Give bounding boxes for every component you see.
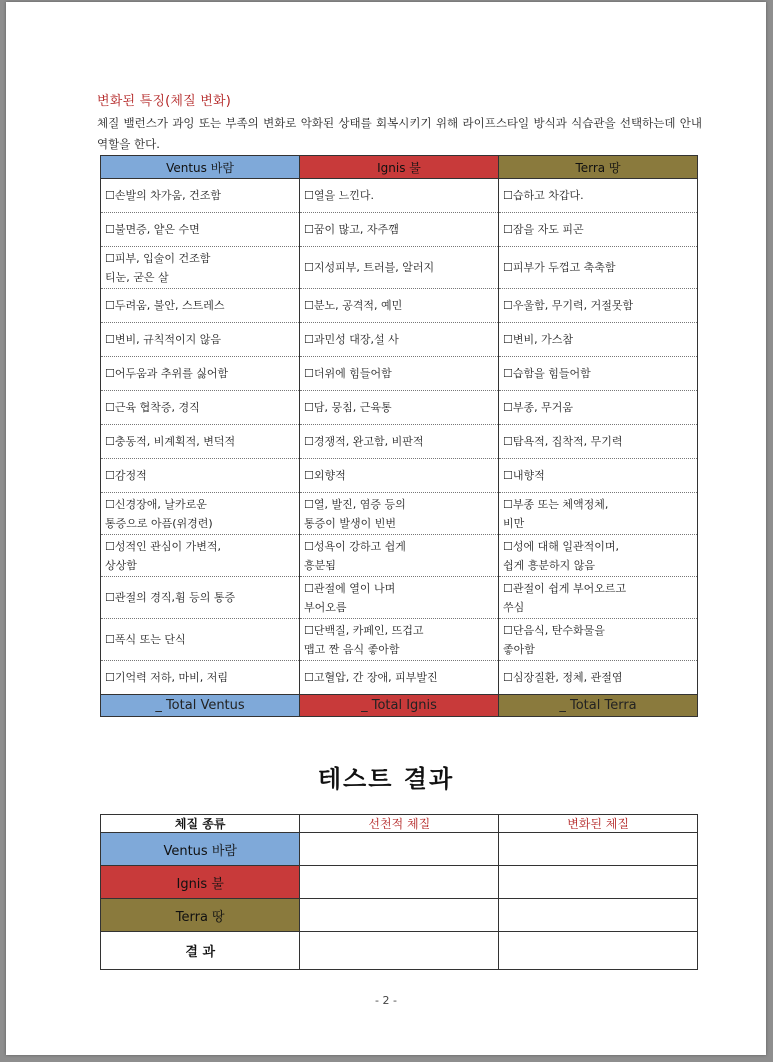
- checklist-row: [101, 391, 698, 425]
- checklist-item-terra[interactable]: ☐부종 또는 체액정체, 비만: [499, 493, 698, 535]
- result-cell-innate[interactable]: [300, 932, 499, 970]
- checklist-item-ventus[interactable]: ☐감정적: [101, 459, 300, 493]
- checklist-item-ventus[interactable]: ☐근육 협착증, 경직: [101, 391, 300, 425]
- checklist-row: [101, 323, 698, 357]
- checklist-item-ignis[interactable]: ☐꿈이 많고, 자주깸: [300, 213, 499, 247]
- result-cell-innate[interactable]: [300, 833, 499, 866]
- checklist-item-ventus[interactable]: ☐폭식 또는 단식: [101, 619, 300, 661]
- result-table: [100, 814, 698, 970]
- checklist-item-terra[interactable]: ☐관절이 쉽게 부어오르고 쑤심: [499, 577, 698, 619]
- header-terra: Terra 땅: [499, 156, 698, 179]
- checklist-item-terra[interactable]: ☐습하고 차갑다.: [499, 179, 698, 213]
- result-row-ventus: Ventus 바람: [101, 833, 300, 866]
- page-number: - 2 -: [375, 994, 397, 1007]
- checklist-item-ignis[interactable]: ☐관절에 열이 나며 부어오름: [300, 577, 499, 619]
- total-ventus: _ Total Ventus: [101, 695, 300, 717]
- checklist-item-terra[interactable]: ☐우울함, 무기력, 거절못함: [499, 289, 698, 323]
- result-row-final: 결 과: [101, 932, 300, 970]
- checklist-row: [101, 493, 698, 535]
- checklist-item-ventus[interactable]: ☐관절의 경직,휨 등의 통증: [101, 577, 300, 619]
- checklist-item-ventus[interactable]: ☐어두움과 추위를 싫어함: [101, 357, 300, 391]
- checklist-item-terra[interactable]: ☐탐욕적, 집착적, 무기력: [499, 425, 698, 459]
- checklist-item-terra[interactable]: ☐성에 대해 일관적이며, 쉽게 흥분하지 않음: [499, 535, 698, 577]
- checklist-item-ignis[interactable]: ☐경쟁적, 완고함, 비판적: [300, 425, 499, 459]
- section-title: 변화된 특징(체질 변화): [97, 94, 232, 109]
- checklist-row: [101, 213, 698, 247]
- checklist-row: [101, 619, 698, 661]
- checklist-item-ventus[interactable]: ☐성적인 관심이 가변적, 상상함: [101, 535, 300, 577]
- checklist-item-terra[interactable]: ☐습함을 힘들어함: [499, 357, 698, 391]
- checklist-item-terra[interactable]: ☐피부가 두껍고 축축함: [499, 247, 698, 289]
- symptom-checklist-table: [100, 155, 698, 717]
- checklist-item-ignis[interactable]: ☐고혈압, 간 장애, 피부발진: [300, 661, 499, 695]
- checklist-item-terra[interactable]: ☐잠을 자도 피곤: [499, 213, 698, 247]
- checklist-item-ignis[interactable]: ☐지성피부, 트러블, 알러지: [300, 247, 499, 289]
- checklist-row: [101, 459, 698, 493]
- checklist-item-ignis[interactable]: ☐더위에 힘들어함: [300, 357, 499, 391]
- result-row-ignis: Ignis 불: [101, 866, 300, 899]
- checklist-item-ignis[interactable]: ☐열, 발진, 염증 등의 통증이 발생이 빈번: [300, 493, 499, 535]
- checklist-item-ventus[interactable]: ☐기억력 저하, 마비, 저림: [101, 661, 300, 695]
- checklist-item-ventus[interactable]: ☐충동적, 비계획적, 변덕적: [101, 425, 300, 459]
- result-cell-innate[interactable]: [300, 899, 499, 932]
- result-cell-changed[interactable]: [499, 866, 698, 899]
- section-description: 체질 밸런스가 과잉 또는 부족의 변화로 악화된 상태를 회복시키기 위해 라이프스타일 방식과 식습관을 선택하는데 안내 역할을 한다.: [97, 116, 702, 151]
- checklist-row: [101, 357, 698, 391]
- checklist-item-ventus[interactable]: ☐신경장애, 날카로운 통증으로 아픔(위경련): [101, 493, 300, 535]
- document-page: [6, 2, 766, 1055]
- result-header-changed: 변화된 체질: [499, 815, 698, 833]
- checklist-item-ventus[interactable]: ☐손발의 차가움, 건조함: [101, 179, 300, 213]
- checklist-item-ignis[interactable]: ☐열을 느낀다.: [300, 179, 499, 213]
- checklist-item-terra[interactable]: ☐부종, 무거움: [499, 391, 698, 425]
- checklist-row: [101, 179, 698, 213]
- total-terra: _ Total Terra: [499, 695, 698, 717]
- result-title: 테스트 결과: [317, 765, 455, 793]
- checklist-item-terra[interactable]: ☐심장질환, 정체, 관절염: [499, 661, 698, 695]
- total-ignis: _ Total Ignis: [300, 695, 499, 717]
- header-ignis: Ignis 불: [300, 156, 499, 179]
- checklist-item-ignis[interactable]: ☐단백질, 카페인, 뜨겁고 맵고 짠 음식 좋아함: [300, 619, 499, 661]
- checklist-item-ventus[interactable]: ☐피부, 입술이 건조함 티눈, 굳은 살: [101, 247, 300, 289]
- checklist-item-ignis[interactable]: ☐과민성 대장,설 사: [300, 323, 499, 357]
- result-cell-changed[interactable]: [499, 899, 698, 932]
- checklist-row: [101, 661, 698, 695]
- checklist-row: [101, 535, 698, 577]
- checklist-item-terra[interactable]: ☐내향적: [499, 459, 698, 493]
- result-cell-changed[interactable]: [499, 833, 698, 866]
- result-cell-changed[interactable]: [499, 932, 698, 970]
- checklist-row: [101, 577, 698, 619]
- checklist-item-ignis[interactable]: ☐분노, 공격적, 예민: [300, 289, 499, 323]
- checklist-item-ventus[interactable]: ☐변비, 규칙적이지 않음: [101, 323, 300, 357]
- checklist-item-ventus[interactable]: ☐불면증, 얕은 수면: [101, 213, 300, 247]
- header-ventus: Ventus 바람: [101, 156, 300, 179]
- checklist-row: [101, 289, 698, 323]
- result-cell-innate[interactable]: [300, 866, 499, 899]
- checklist-item-ignis[interactable]: ☐성욕이 강하고 쉽게 흥분됨: [300, 535, 499, 577]
- result-header-type: 체질 종류: [101, 815, 300, 833]
- checklist-row: [101, 247, 698, 289]
- checklist-body: [101, 179, 698, 695]
- checklist-item-ignis[interactable]: ☐담, 뭉침, 근육통: [300, 391, 499, 425]
- result-row-terra: Terra 땅: [101, 899, 300, 932]
- result-header-innate: 선천적 체질: [300, 815, 499, 833]
- checklist-item-ventus[interactable]: ☐두려움, 불안, 스트레스: [101, 289, 300, 323]
- checklist-item-terra[interactable]: ☐변비, 가스참: [499, 323, 698, 357]
- checklist-item-ignis[interactable]: ☐외향적: [300, 459, 499, 493]
- checklist-row: [101, 425, 698, 459]
- checklist-item-terra[interactable]: ☐단음식, 탄수화물을 좋아함: [499, 619, 698, 661]
